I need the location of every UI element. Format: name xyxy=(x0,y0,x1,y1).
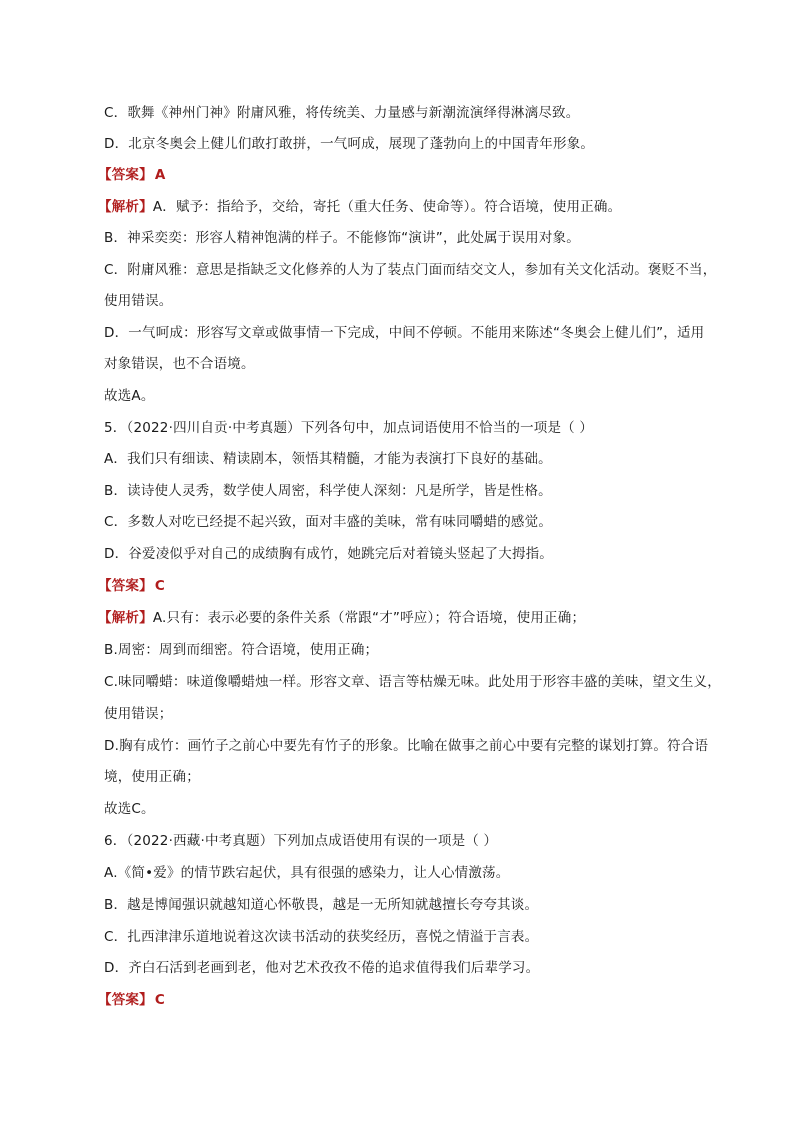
option-line: C．多数人对吃已经提不起兴致，面对丰盛的美味，常有味同嚼蜡的感觉。 xyxy=(104,514,553,530)
text-line: D．一气呵成：形容写文章或做事情一下完成，中间不停顿。不能用来陈述“冬奥会上健儿们”，适用 xyxy=(104,325,705,341)
option-line: A．我们只有细读、精读剧本，领悟其精髓，才能为表演打下良好的基础。 xyxy=(104,451,552,467)
option-line: D．齐白石活到老画到老，他对艺术孜孜不倦的追求值得我们后辈学习。 xyxy=(104,960,540,976)
text-line: 对象错误，也不合语境。 xyxy=(104,356,255,372)
option-line: C．扎西津津乐道地说着这次读书活动的获奖经历，喜悦之情溢于言表。 xyxy=(104,929,539,945)
question-stem: 6．（2022·西藏·中考真题）下列加点成语使用有误的一项是（ ） xyxy=(104,833,498,849)
text-line: B.周密：周到而细密。符合语境，使用正确； xyxy=(104,642,379,658)
conclusion-line: 故选C。 xyxy=(104,801,155,817)
text-line: 使用错误。 xyxy=(104,293,173,309)
text-line: C．附庸风雅：意思是指缺乏文化修养的人为了装点门面而结交文人，参加有关文化活动。褒贬不当， xyxy=(104,262,717,278)
answer-label: 【答案】 xyxy=(98,578,153,594)
option-line: A.《简•爱》的情节跌宕起伏，具有很强的感染力，让人心情激荡。 xyxy=(104,865,510,881)
analysis-label: 【解析】 xyxy=(98,610,153,626)
analysis-line xyxy=(98,197,754,217)
answer-value: C xyxy=(154,992,165,1008)
analysis-text: A.只有：表示必要的条件关系（常跟“才”呼应）；符合语境，使用正确； xyxy=(152,610,586,626)
conclusion-line: 故选A。 xyxy=(104,388,155,404)
answer-label: 【答案】 xyxy=(98,167,153,183)
analysis-line xyxy=(98,608,754,628)
option-line: B．越是博闻强识就越知道心怀敬畏，越是一无所知就越擅长夸夸其谈。 xyxy=(104,897,539,913)
text-line: 境，使用正确； xyxy=(104,769,200,785)
option-line: C．歌舞《神州门神》附庸风雅，将传统美、力量感与新潮流演绎得淋漓尽致。 xyxy=(104,105,580,121)
option-line: D．谷爱凌似乎对自己的成绩胸有成竹，她跳完后对着镜头竖起了大拇指。 xyxy=(104,546,553,562)
answer-value: C xyxy=(154,578,165,594)
text-line: 使用错误； xyxy=(104,706,173,722)
answer-line xyxy=(98,165,754,185)
analysis-label: 【解析】 xyxy=(98,199,153,215)
text-line: D.胸有成竹：画竹子之前心中要先有竹子的形象。比喻在做事之前心中要有完整的谋划打算。符合语 xyxy=(104,738,709,754)
text-line: B．神采奕奕：形容人精神饱满的样子。不能修饰“演讲”，此处属于误用对象。 xyxy=(104,230,580,246)
text-line: C.味同嚼蜡：味道像嚼蜡烛一样。形容文章、语言等枯燥无味。此处用于形容丰盛的美味，望文生义， xyxy=(104,674,721,690)
option-line: B．读诗使人灵秀，数学使人周密，科学使人深刻：凡是所学，皆是性格。 xyxy=(104,483,552,499)
question-stem: 5．（2022·四川自贡·中考真题）下列各句中，加点词语使用不恰当的一项是（ ） xyxy=(104,420,594,436)
option-line: D．北京冬奥会上健儿们敢打敢拼，一气呵成，展现了蓬勃向上的中国青年形象。 xyxy=(104,136,595,152)
answer-label: 【答案】 xyxy=(98,992,153,1008)
analysis-text: A．赋予：指给予，交给，寄托（重大任务、使命等）。符合语境，使用正确。 xyxy=(152,199,622,215)
answer-line xyxy=(98,576,754,596)
answer-value: A xyxy=(154,167,166,183)
answer-line xyxy=(98,990,754,1010)
